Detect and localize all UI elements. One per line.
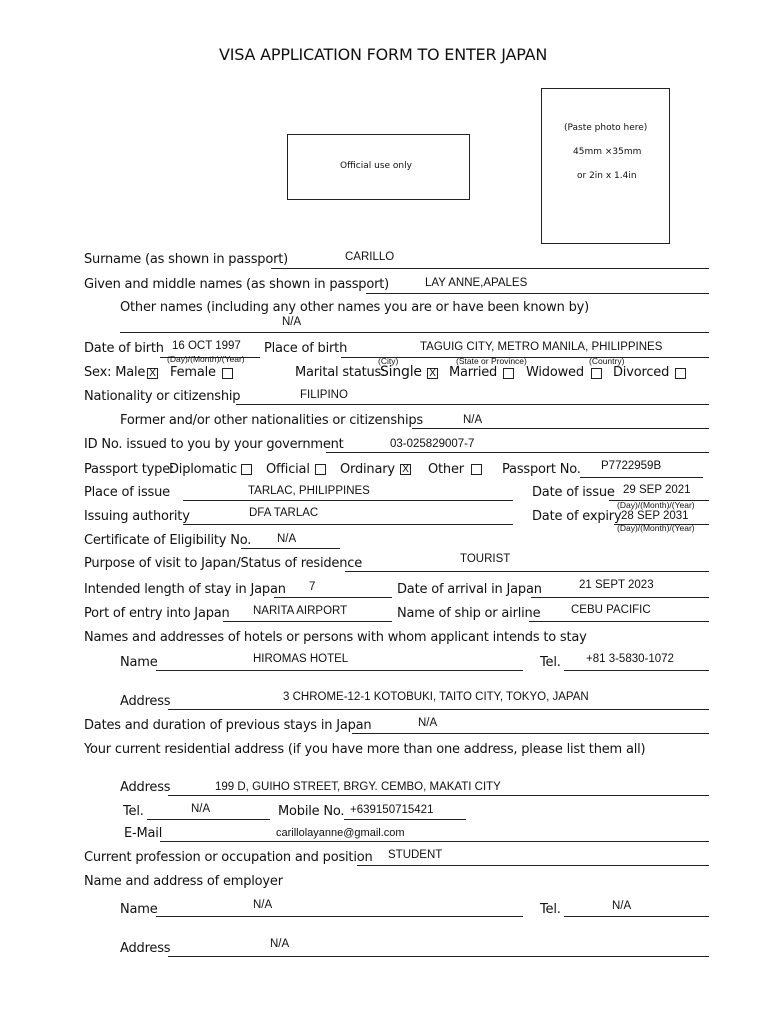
single-checkbox[interactable]: X xyxy=(427,368,438,379)
hotel-name-label: Name xyxy=(120,655,158,670)
official-checkbox[interactable] xyxy=(315,464,326,475)
widowed-label: Widowed xyxy=(526,365,584,380)
photo-label-2: 45mm ×35mm xyxy=(573,147,642,157)
date-of-expiry-value[interactable]: 28 SEP 2031 xyxy=(621,510,689,522)
nationality-label: Nationality or citizenship xyxy=(84,389,241,404)
residential-address-value[interactable]: 199 D, GUIHO STREET, BRGY. CEMBO, MAKATI CITY xyxy=(215,781,501,793)
other-names-line xyxy=(120,332,709,333)
certificate-line xyxy=(241,548,340,549)
other-type-checkbox[interactable] xyxy=(471,464,482,475)
employer-tel-line xyxy=(564,916,709,917)
hotel-name-line xyxy=(156,670,523,671)
ordinary-checkbox[interactable]: X xyxy=(400,464,411,475)
length-of-stay-value[interactable]: 7 xyxy=(309,581,316,593)
certificate-label: Certificate of Eligibility No. xyxy=(84,533,252,548)
arrival-date-line xyxy=(531,597,709,598)
photo-label-1: (Paste photo here) xyxy=(564,123,648,133)
other-type-label: Other xyxy=(428,462,464,477)
hotel-tel-line xyxy=(564,670,709,671)
date-of-expiry-label: Date of expiry xyxy=(532,509,622,524)
marital-status-label: Marital status: xyxy=(295,365,386,380)
given-names-value[interactable]: LAY ANNE,APALES xyxy=(425,277,528,289)
former-nationality-line xyxy=(412,428,709,429)
profession-value[interactable]: STUDENT xyxy=(388,849,443,861)
mobile-label: Mobile No. xyxy=(278,804,345,819)
current-address-label: Your current residential address (if you have more than one address, please list them all) xyxy=(84,742,646,757)
widowed-checkbox[interactable] xyxy=(591,368,602,379)
hotel-address-label: Address xyxy=(120,694,171,709)
pob-city-hint: (City) xyxy=(378,356,399,366)
issuing-authority-value[interactable]: DFA TARLAC xyxy=(249,507,319,519)
employer-label: Name and address of employer xyxy=(84,874,283,889)
female-label: Female xyxy=(170,365,216,380)
hotel-address-line xyxy=(168,709,709,710)
divorced-label: Divorced xyxy=(613,365,670,380)
hotel-address-value[interactable]: 3 CHROME-12-1 KOTOBUKI, TAITO CITY, TOKYO, JAPAN xyxy=(283,691,589,703)
arrival-date-label: Date of arrival in Japan xyxy=(397,582,542,597)
passport-no-value[interactable]: P7722959B xyxy=(601,460,662,472)
official-use-box xyxy=(287,134,470,200)
purpose-line xyxy=(345,571,709,572)
profession-line xyxy=(357,865,709,866)
other-names-label: Other names (including any other names you are or have been known by) xyxy=(120,300,589,315)
diplomatic-checkbox[interactable] xyxy=(241,464,252,475)
pob-state-hint: (State or Province) xyxy=(456,356,527,366)
employer-name-label: Name xyxy=(120,902,158,917)
place-of-issue-value[interactable]: TARLAC, PHILIPPINES xyxy=(248,485,370,497)
date-of-expiry-hint: (Day)/(Month)/(Year) xyxy=(617,523,695,533)
residential-tel-value[interactable]: N/A xyxy=(191,803,211,815)
official-use-label: Official use only xyxy=(340,161,412,171)
form-title: VISA APPLICATION FORM TO ENTER JAPAN xyxy=(219,45,548,64)
photo-box[interactable] xyxy=(541,88,670,244)
issuing-authority-label: Issuing authority xyxy=(84,509,190,524)
employer-address-label: Address xyxy=(120,941,171,956)
mobile-line xyxy=(344,819,466,820)
residential-address-label: Address xyxy=(120,780,171,795)
passport-type-label: Passport type: xyxy=(84,462,175,477)
port-of-entry-label: Port of entry into Japan xyxy=(84,606,230,621)
length-of-stay-line xyxy=(274,597,392,598)
profession-label: Current profession or occupation and position xyxy=(84,850,373,865)
pob-country-hint: (Country) xyxy=(589,356,625,366)
passport-no-line xyxy=(580,477,703,478)
date-of-issue-label: Date of issue xyxy=(532,485,615,500)
photo-label-3: or 2in x 1.4in xyxy=(577,171,637,181)
surname-value[interactable]: CARILLO xyxy=(345,251,395,263)
surname-line xyxy=(271,268,709,269)
diplomatic-label: Diplomatic xyxy=(169,462,237,477)
dob-format-hint: (Day)/(Month)/(Year) xyxy=(167,354,245,364)
employer-address-line xyxy=(168,956,709,957)
place-of-issue-line xyxy=(183,500,513,501)
sex-label: Sex: Male xyxy=(84,365,146,380)
official-label: Official xyxy=(266,462,310,477)
surname-label: Surname (as shown in passport) xyxy=(84,252,288,267)
port-of-entry-value[interactable]: NARITA AIRPORT xyxy=(253,605,348,617)
ship-airline-value[interactable]: CEBU PACIFIC xyxy=(571,604,651,616)
previous-stays-value[interactable]: N/A xyxy=(418,717,438,729)
employer-name-line xyxy=(156,916,523,917)
female-checkbox[interactable] xyxy=(222,368,233,379)
dob-value[interactable]: 16 OCT 1997 xyxy=(172,340,241,352)
length-of-stay-label: Intended length of stay in Japan xyxy=(84,582,286,597)
ship-airline-label: Name of ship or airline xyxy=(397,606,541,621)
arrival-date-value[interactable]: 21 SEPT 2023 xyxy=(579,579,654,591)
pob-label: Place of birth xyxy=(264,341,348,356)
given-names-label: Given and middle names (as shown in passport) xyxy=(84,277,390,292)
hotels-label: Names and addresses of hotels or persons with whom applicant intends to stay xyxy=(84,630,587,645)
residential-tel-line xyxy=(147,819,270,820)
passport-no-label: Passport No. xyxy=(502,462,581,477)
married-checkbox[interactable] xyxy=(503,368,514,379)
hotel-tel-value[interactable]: +81 3-5830-1072 xyxy=(586,653,674,665)
single-label: Single xyxy=(380,364,422,380)
hotel-tel-label: Tel. xyxy=(540,655,561,670)
dob-label: Date of birth xyxy=(84,341,164,356)
employer-address-value[interactable]: N/A xyxy=(270,938,290,950)
certificate-value[interactable]: N/A xyxy=(277,533,297,545)
port-of-entry-line xyxy=(223,621,392,622)
former-nationality-value[interactable]: N/A xyxy=(463,414,483,426)
nationality-value[interactable]: FILIPINO xyxy=(300,389,348,401)
other-names-value[interactable]: N/A xyxy=(282,316,302,328)
ship-airline-line xyxy=(529,621,709,622)
previous-stays-line xyxy=(352,733,709,734)
employer-tel-label: Tel. xyxy=(540,902,561,917)
previous-stays-label: Dates and duration of previous stays in Japan xyxy=(84,718,372,733)
pob-value[interactable]: TAGUIG CITY, METRO MANILA, PHILIPPINES xyxy=(420,341,663,353)
date-of-issue-hint: (Day)/(Month)/(Year) xyxy=(617,500,695,510)
purpose-label: Purpose of visit to Japan/Status of residence xyxy=(84,556,363,571)
mobile-value[interactable]: +639150715421 xyxy=(350,804,434,816)
issuing-authority-line xyxy=(183,524,513,525)
date-of-issue-value[interactable]: 29 SEP 2021 xyxy=(623,484,691,496)
male-checkbox[interactable]: X xyxy=(147,368,158,379)
former-nationality-label: Former and/or other nationalities or citizenships xyxy=(120,413,423,428)
married-label: Married xyxy=(449,365,498,380)
residential-tel-label: Tel. xyxy=(123,804,144,819)
divorced-checkbox[interactable] xyxy=(675,368,686,379)
purpose-value[interactable]: TOURIST xyxy=(460,553,511,565)
ordinary-label: Ordinary xyxy=(340,462,395,477)
employer-name-value[interactable]: N/A xyxy=(253,899,273,911)
id-no-label: ID No. issued to you by your government xyxy=(84,437,344,452)
email-line xyxy=(160,841,709,842)
email-value[interactable]: carillolayanne@gmail.com xyxy=(276,827,405,839)
given-names-line xyxy=(366,293,709,294)
id-no-value[interactable]: 03-025829007-7 xyxy=(390,438,475,450)
nationality-line xyxy=(236,404,709,405)
id-no-line xyxy=(326,452,709,453)
place-of-issue-label: Place of issue xyxy=(84,485,170,500)
residential-address-line xyxy=(168,795,709,796)
employer-tel-value[interactable]: N/A xyxy=(612,900,632,912)
hotel-name-value[interactable]: HIROMAS HOTEL xyxy=(253,653,349,665)
email-label: E-Mail xyxy=(124,826,163,841)
